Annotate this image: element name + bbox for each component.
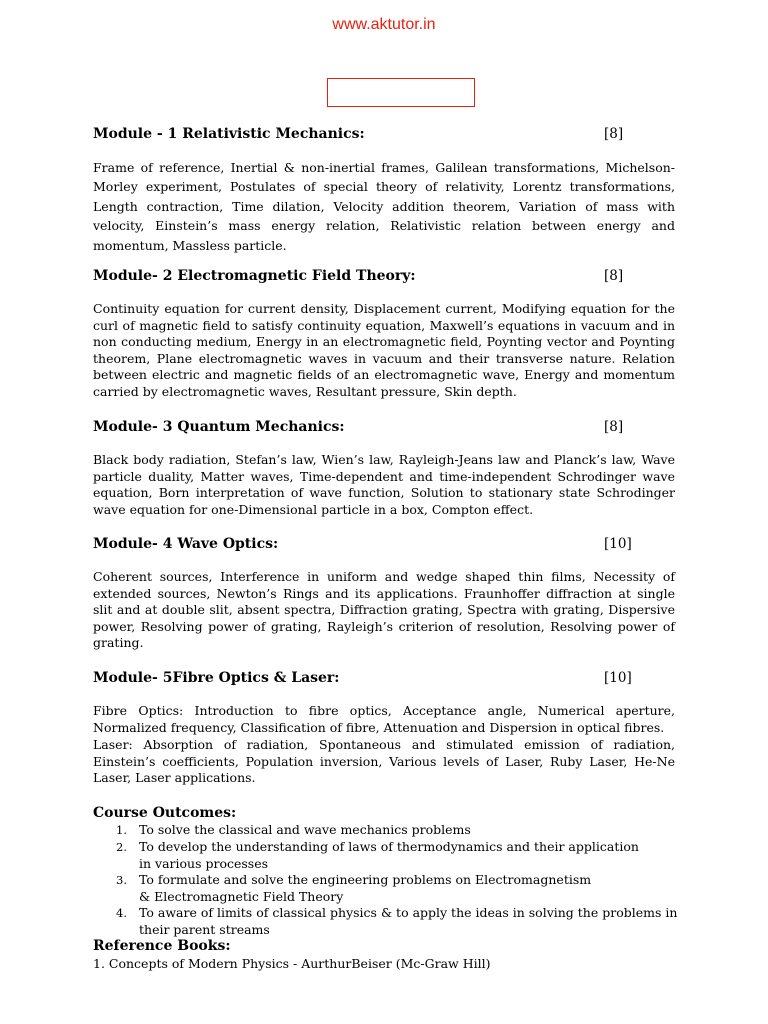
module-5-title: Module- 5Fibre Optics & Laser: (93, 670, 340, 686)
module-2-title: Module- 2 Electromagnetic Field Theory: (93, 268, 416, 284)
module-1-text: Frame of reference, Inertial & non-inertial frames, Galilean transformations, Michelson-Morley experiment, Postulates of special theory of relativity, Lorentz transformations, Length contraction, Time dilation, Velocity addition theorem, Variation of mass with velocity, Einstein’s mass energy relation, Relativistic relation between energy and momentum, Massless particle. (93, 160, 675, 253)
module-4-text: Coherent sources, Interference in uniform and wedge shaped thin films, Necessity of extended sources, Newton’s Rings and its applications. Fraunhoffer diffraction at single slit and at double slit, absent spectra, Diffraction grating, Spectra with grating, Dispersive power, Resolving power of grating, Rayleigh’s criterion of resolution, Resolving power of grating. (93, 569, 675, 651)
course-outcomes-title: Course Outcomes: (93, 805, 237, 821)
module-4-heading (93, 536, 675, 556)
module-1-title: Module - 1 Relativistic Mechanics: (93, 126, 365, 142)
outcome-number: 3. (116, 873, 127, 887)
outcome-text: To aware of limits of classical physics & to apply the ideas in solving the problems in their parent streams (139, 905, 678, 937)
module-5-hours: [10] (604, 670, 632, 686)
site-url[interactable]: www.aktutor.in (332, 16, 436, 33)
module-2-heading (93, 268, 675, 288)
outcome-text: To formulate and solve the engineering problems on Electromagnetism & Electromagnetic Field Theory (139, 872, 592, 904)
module-1-heading (93, 126, 675, 146)
redacted-box (327, 78, 475, 107)
reference-book-item: 1. Concepts of Modern Physics - AurthurBeiser (Mc-Graw Hill) (93, 956, 491, 971)
outcome-number: 4. (116, 906, 127, 920)
module-3-text: Black body radiation, Stefan’s law, Wien’s law, Rayleigh-Jeans law and Planck’s law, Wave particle duality, Matter waves, Time-dependent and time-independent Schrodinger wave equation, Born interpretation of wave function, Solution to stationary state Schrodinger wave equation for one-Dimensional particle in a box, Compton effect. (93, 452, 675, 517)
module-5-laser-text: Laser: Absorption of radiation, Spontaneous and stimulated emission of radiation, Einstein’s coefficients, Population inversion, Various levels of Laser, Ruby Laser, He-Ne Laser, Laser applications. (93, 737, 675, 786)
module-5-heading (93, 670, 675, 690)
outcome-text: To develop the understanding of laws of thermodynamics and their application in various processes (139, 839, 639, 871)
module-4-title: Module- 4 Wave Optics: (93, 536, 279, 552)
module-2-text: Continuity equation for current density, Displacement current, Modifying equation for the curl of magnetic field to satisfy continuity equation, Maxwell’s equations in vacuum and in non conducting medium, Energy in an electromagnetic field, Poynting vector and Poynting theorem, Plane electromagnetic waves in vacuum and their transverse nature. Relation between electric and magnetic fields of an electromagnetic wave, Energy and momentum carried by electromagnetic waves, Resultant pressure, Skin depth. (93, 301, 675, 399)
module-1-hours: [8] (604, 126, 624, 142)
outcome-number: 2. (116, 840, 127, 854)
module-3-heading (93, 419, 675, 439)
module-3-title: Module- 3 Quantum Mechanics: (93, 419, 345, 435)
reference-books-title: Reference Books: (93, 938, 231, 954)
module-2-hours: [8] (604, 268, 624, 284)
outcome-number: 1. (116, 823, 127, 837)
outcome-text: To solve the classical and wave mechanics problems (139, 822, 471, 837)
module-5-fibre-text: Fibre Optics: Introduction to fibre optics, Acceptance angle, Numerical aperture, Normalized frequency, Classification of fibre, Attenuation and Dispersion in optical fibres. (93, 703, 675, 735)
module-4-hours: [10] (604, 536, 632, 552)
module-3-hours: [8] (604, 419, 624, 435)
